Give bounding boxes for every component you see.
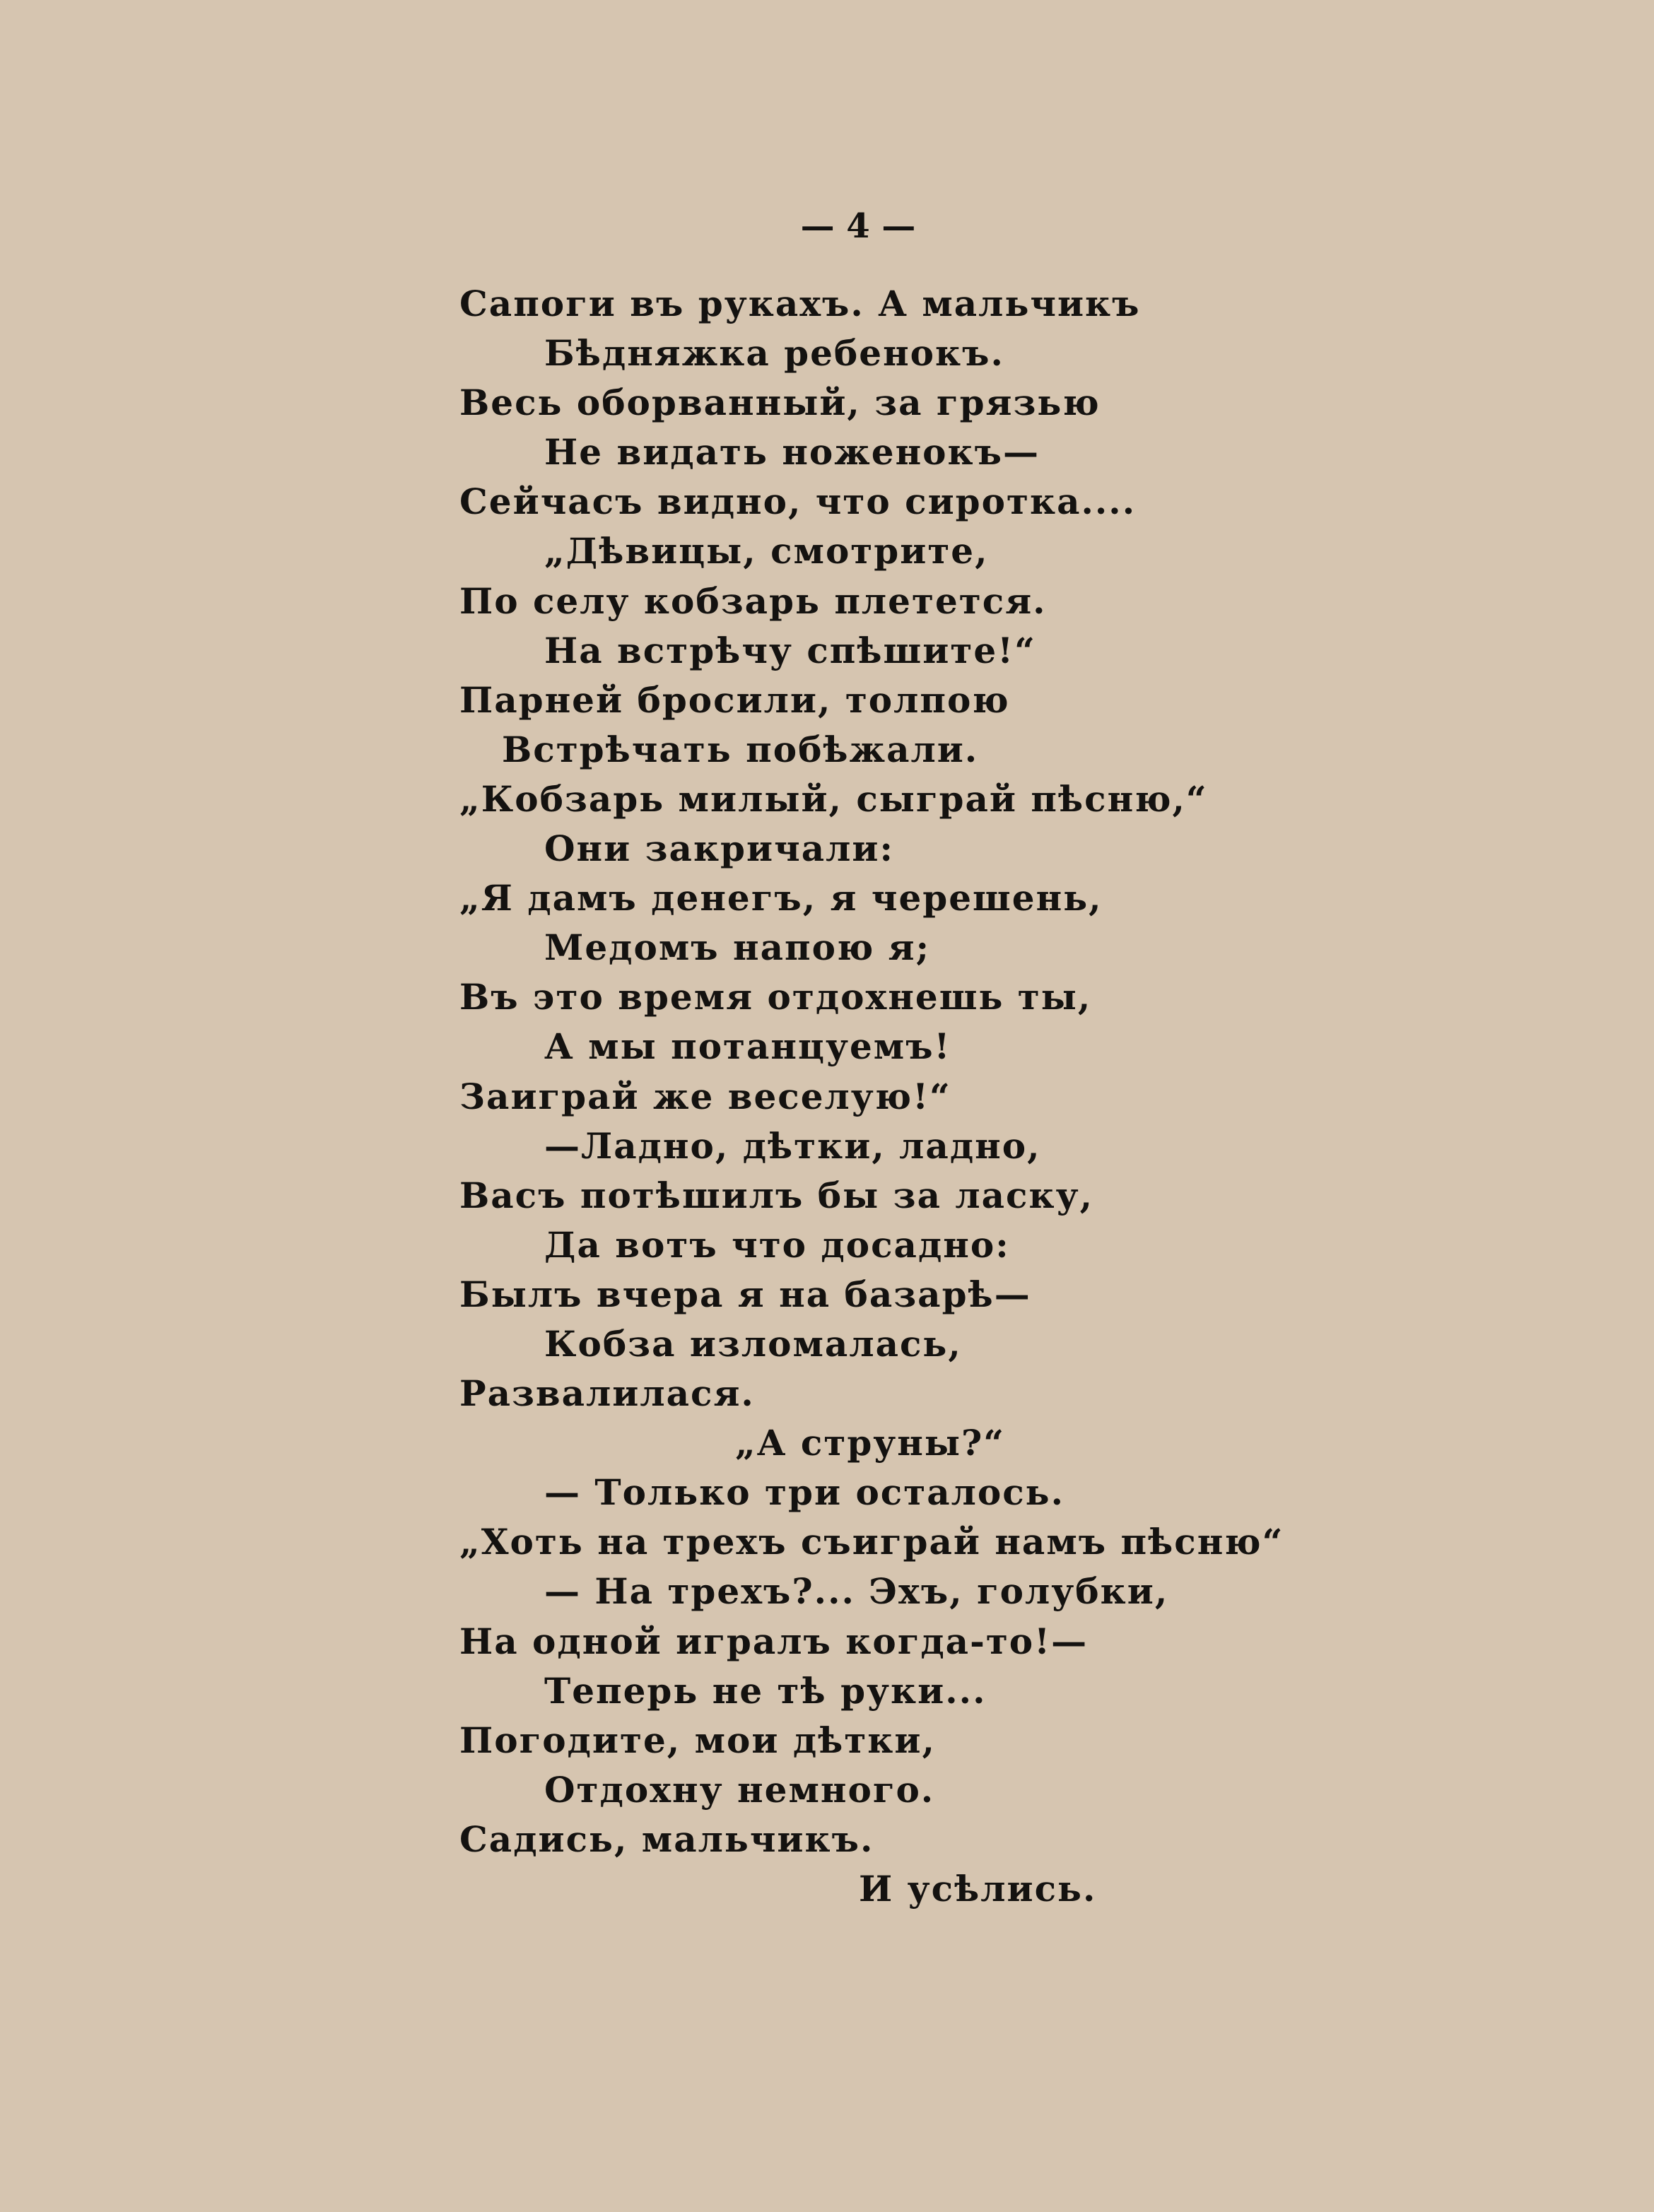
poem-line: Медомъ напою я; <box>544 926 931 969</box>
poem-line: Садись, мальчикъ. <box>459 1818 874 1860</box>
poem-line: По селу кобзарь плетется. <box>459 580 1047 622</box>
poem-body <box>459 279 1520 1914</box>
poem-line: Отдохну немного. <box>544 1768 935 1811</box>
page-number: — 4 — <box>800 206 916 246</box>
poem-line: —Ладно, дѣтки, ладно, <box>544 1124 1041 1167</box>
poem-line: — Только три осталось. <box>544 1471 1065 1514</box>
poem-line: Кобза изломалась, <box>544 1322 962 1365</box>
poem-line: Не видать ноженокъ— <box>544 431 1040 473</box>
poem-line: Да вотъ что досадно: <box>544 1223 1010 1266</box>
poem-line: „Я дамъ денегъ, я черешень, <box>459 877 1103 919</box>
poem-line: А мы потанцуемъ! <box>544 1025 951 1068</box>
poem-line: — На трехъ?... Эхъ, голубки, <box>544 1570 1169 1613</box>
poem-line: Развалилася. <box>459 1372 755 1415</box>
poem-line: „Дѣвицы, смотрите, <box>544 530 989 572</box>
poem-line: Теперь не тѣ руки... <box>544 1669 987 1712</box>
poem-line: Бѣдняжка ребенокъ. <box>544 332 1004 375</box>
poem-line: Заиграй же веселую!“ <box>459 1075 951 1117</box>
poem-line: И усѣлись. <box>859 1868 1097 1910</box>
poem-line: Сапоги въ рукахъ. А мальчикъ <box>459 283 1141 324</box>
poem-line: Весь оборванный, за грязью <box>459 382 1101 424</box>
poem-line: „Кобзарь милый, сыграй пѣсню,“ <box>459 777 1208 820</box>
poem-line: „А струны?“ <box>735 1422 1006 1464</box>
poem-line: На одной игралъ когда-то!— <box>459 1620 1089 1662</box>
poem-line: Сейчасъ видно, что сиротка.... <box>459 481 1137 523</box>
poem-line: Парней бросили, толпою <box>459 678 1010 721</box>
poem-line: Былъ вчера я на базарѣ— <box>459 1273 1031 1315</box>
poem-line: Погодите, мои дѣтки, <box>459 1719 936 1761</box>
poem-line: Васъ потѣшилъ бы за ласку, <box>459 1174 1093 1216</box>
poem-line: Встрѣчать побѣжали. <box>502 728 979 770</box>
poem-line: Они закричали: <box>544 828 894 870</box>
poem-line: На встрѣчу спѣшите!“ <box>544 629 1036 671</box>
poem-line: Въ это время отдохнешь ты, <box>459 976 1092 1018</box>
poem-line: „Хоть на трехъ съиграй намъ пѣсню“ <box>459 1521 1284 1563</box>
